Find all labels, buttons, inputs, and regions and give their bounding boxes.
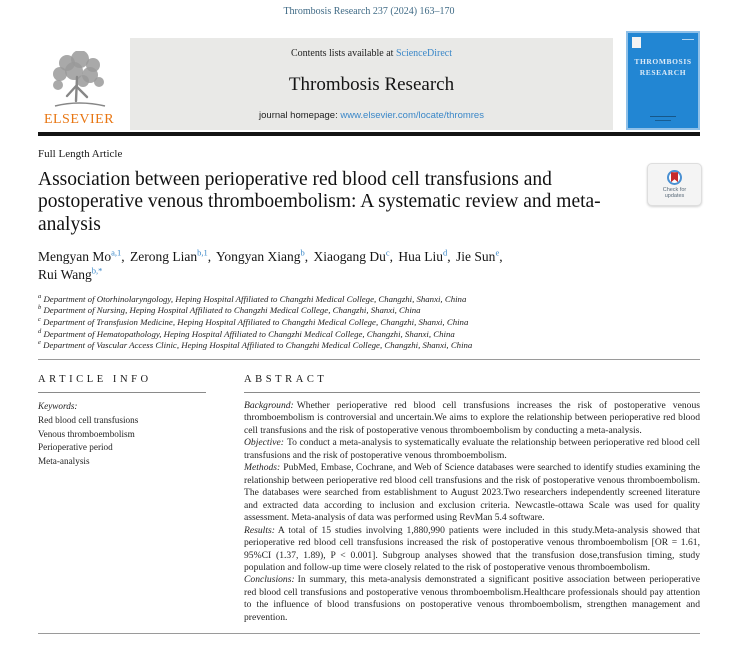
- author-affiliation-sup: a,1: [111, 247, 122, 258]
- cover-bottom-decoration: [655, 120, 671, 121]
- heading-rule: [244, 392, 700, 393]
- journal-title: Thrombosis Research: [288, 73, 455, 95]
- affiliation: $^e$ Department of Vascular Access Clinic, Heping Hospital Affiliated to Changzhi Medical College, Changzhi, Shanxi, China: [38, 339, 473, 351]
- keywords-label: Keywords:: [38, 400, 78, 411]
- cover-publisher-mark: [632, 37, 641, 48]
- author: Mengyan Mo$^{a,1}$: [38, 247, 122, 264]
- bookmark-icon: [671, 172, 678, 182]
- author: Zerong Lian$^{b,1}$: [130, 247, 208, 264]
- abstract-heading: ABSTRACT: [244, 373, 328, 385]
- article-type-label: Full Length Article: [38, 148, 123, 160]
- abstract-results: Results: A total of 15 studies involving 1,880,990 patients were included in this study.Meta-analysis showed that perioperative red blood cell transfusions increased the risk of postoperative venous thromboembolism [OR = 1.61, 95%CI (1.37, 1.89), P < 0.001]. Subgroup analyses showed that the transfusion dose,transfusion timing, study population and follow-up time were closely related to the risk of postoperative venous thromboembolism.: [244, 524, 700, 573]
- journal-banner: [130, 38, 613, 130]
- check-for-updates-badge[interactable]: [647, 163, 702, 206]
- abstract-column: [244, 374, 700, 624]
- affiliation: $^c$ Department of Transfusion Medicine, Heping Hospital Affiliated to Changzhi Medical College, Changzhi, Shanxi, China: [38, 315, 469, 327]
- cover-top-decoration: [682, 39, 694, 40]
- sciencedirect-link[interactable]: ScienceDirect: [395, 48, 453, 59]
- elsevier-logo: [38, 38, 130, 130]
- author: Xiaogang Du$^c$: [313, 247, 390, 264]
- author: Yongyan Xiang$^b$: [216, 247, 305, 264]
- keyword: Red blood cell transfusions: [38, 414, 139, 425]
- keyword: Venous thromboembolism: [38, 428, 135, 439]
- keyword: Meta-analysis: [38, 456, 90, 467]
- affiliation: $^a$ Department of Otorhinolaryngology, Heping Hospital Affiliated to Changzhi Medical College, Changzhi, Shanxi, China: [38, 292, 467, 304]
- author-affiliation-sup: c: [385, 247, 390, 258]
- heading-rule: [38, 392, 206, 393]
- cover-title: THROMBOSIS RESEARCH: [634, 57, 692, 78]
- journal-cover-thumbnail[interactable]: [626, 31, 700, 130]
- author: Jie Sun$^e$: [456, 247, 500, 264]
- header-divider-bar: [38, 132, 700, 136]
- affiliation: $^b$ Department of Nursing, Heping Hospital Affiliated to Changzhi Medical College, Changzhi, Shanxi, China: [38, 304, 421, 316]
- contents-line: [134, 48, 609, 59]
- elsevier-tree-icon: [47, 51, 111, 111]
- homepage-line: [134, 110, 609, 121]
- abstract-bottom-divider: [38, 633, 700, 634]
- author-list: Mengyan Mo$^{a,1}$, Zerong Lian$^{b,1}$, Yongyan Xiang$^b$, Xiaogang Du$^c$, Hua Liu$^d$, Jie Sun$^e$, Rui Wang$^{b,*}$: [38, 247, 503, 283]
- abstract-background: Background: Whether perioperative red blood cell transfusions increases the risk of postoperative venous thromboembolism is controversial and uncertain.We aims to explore the relationship between perioperative red blood cell transfusions and the risk of postoperative venous thromboembolism by conducting a meta-analysis.: [244, 399, 700, 436]
- homepage-url-link[interactable]: www.elsevier.com/locate/thromres: [340, 110, 484, 121]
- article-title: Association between perioperative red blood cell transfusions and postoperative venous thromboembolism: A systematic review and meta-analysis: [38, 169, 601, 235]
- author: Hua Liu$^d$: [398, 247, 448, 264]
- affiliation-list: [38, 293, 700, 351]
- homepage-prefix: journal homepage:: [259, 110, 341, 121]
- check-badge-label: Check for updates: [662, 186, 687, 199]
- author-affiliation-sup: b,1: [197, 247, 208, 258]
- author-affiliation-sup: d: [443, 247, 448, 258]
- author-affiliation-sup: e: [495, 247, 500, 258]
- author-affiliation-sup: b: [300, 247, 305, 258]
- section-divider: [38, 359, 700, 360]
- journal-citation: Thrombosis Research 237 (2024) 163–170: [283, 6, 455, 17]
- crossmark-icon: [667, 170, 682, 185]
- keywords-block: [38, 400, 206, 469]
- journal-header: [38, 38, 700, 130]
- abstract-objective: Objective: To conduct a meta-analysis to systematically evaluate the relationship between perioperative red blood cell transfusions and the risk of postoperative venous thromboembolism.: [244, 437, 700, 461]
- article-info-heading: ARTICLE INFO: [38, 373, 152, 385]
- abstract-conclusions: Conclusions: In summary, this meta-analysis demonstrated a significant positive association between perioperative red blood cell transfusions and postoperative venous thromboembolism.Healthcare professionals should pay attention to the influence of blood transfusions on postoperative venous thromboembolism, strengthen management and prevention.: [244, 574, 700, 623]
- keyword: Perioperative period: [38, 442, 113, 453]
- elsevier-wordmark: ELSEVIER: [43, 112, 115, 127]
- info-abstract-columns: [38, 374, 700, 624]
- affiliation: $^d$ Department of Hematopathology, Heping Hospital Affiliated to Changzhi Medical College, Changzhi, Shanxi, China: [38, 327, 455, 339]
- author: Rui Wang$^{b,*}$: [38, 265, 103, 283]
- cover-bottom-decoration: [650, 116, 676, 117]
- abstract-methods: Methods: PubMed, Embase, Cochrane, and Web of Science databases were searched to identify studies examining the relationship between perioperative red blood cell transfusions and the risk of postoperative venous thromboembolism. The databases were searched from establishment to August 2023.Two researchers independently screened literature and extracted data according to inclusion and exclusion criteria. Newcastle-ottawa Scale was used for quality assessment. Meta-analysis of data was performed using RevMan 5.4 software.: [244, 462, 700, 524]
- author-affiliation-sup: b,*: [91, 265, 103, 276]
- contents-prefix: Contents lists available at: [290, 48, 396, 59]
- article-info-column: [38, 374, 206, 624]
